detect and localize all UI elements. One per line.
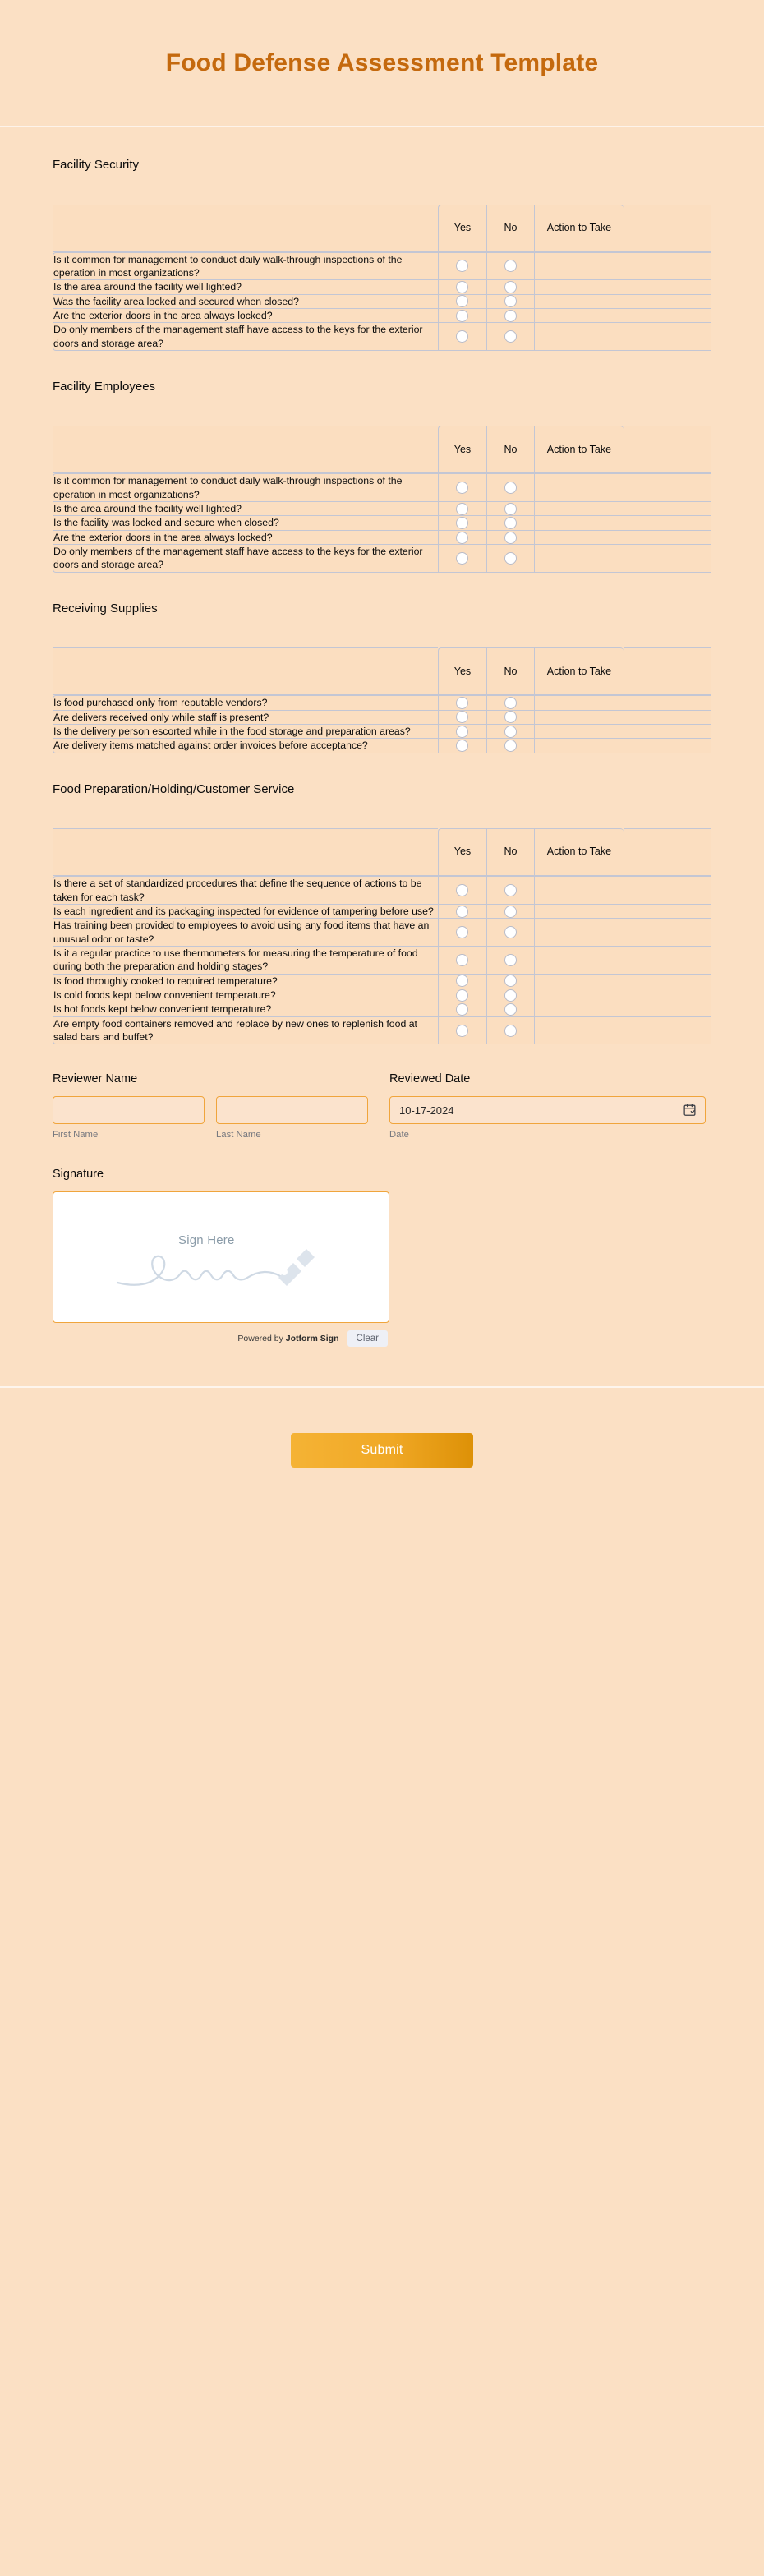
action-to-take-cell[interactable] [534, 710, 623, 724]
question-text: Are the exterior doors in the area always locked? [53, 308, 438, 322]
action-to-take-cell[interactable] [534, 1002, 623, 1016]
radio-no[interactable] [504, 503, 517, 515]
signature-field [53, 1168, 711, 1347]
radio-cell-yes[interactable] [438, 294, 486, 308]
action-to-take-cell[interactable] [534, 322, 623, 351]
section [53, 601, 711, 753]
column-header-action-to-take: Action to Take [534, 426, 623, 473]
section-title: Food Preparation/Holding/Customer Service [53, 781, 295, 796]
reviewer-name-inputs [53, 1096, 368, 1140]
action-to-take-cell[interactable] [534, 695, 623, 709]
radio-no[interactable] [504, 552, 517, 565]
radio-yes[interactable] [456, 482, 468, 494]
assessment-matrix [53, 647, 711, 753]
radio-yes[interactable] [456, 260, 468, 272]
matrix-row [53, 515, 711, 529]
radio-cell-yes[interactable] [438, 473, 486, 501]
matrix-row [53, 988, 711, 1002]
row-right-spacer [624, 876, 711, 904]
first-name-input[interactable] [53, 1096, 205, 1124]
action-to-take-cell[interactable] [534, 473, 623, 501]
row-right-spacer [624, 515, 711, 529]
row-right-spacer [624, 918, 711, 946]
radio-cell-no[interactable] [486, 904, 535, 918]
question-text: Is there a set of standardized procedures that define the sequence of actions to be taken for each task? [53, 876, 438, 904]
matrix-right-spacer [624, 205, 711, 252]
matrix-corner-cell [53, 426, 438, 473]
radio-cell-no[interactable] [486, 530, 535, 544]
radio-cell-yes[interactable] [438, 918, 486, 946]
form-body [0, 127, 764, 1347]
radio-yes[interactable] [456, 906, 468, 918]
submit-area [0, 1388, 764, 1525]
reviewed-date-field [389, 1072, 706, 1140]
radio-yes[interactable] [456, 954, 468, 966]
assessment-matrix [53, 426, 711, 572]
matrix-row [53, 1002, 711, 1016]
matrix-row [53, 294, 711, 308]
last-name-sublabel: Last Name [216, 1130, 261, 1141]
matrix-corner-cell [53, 205, 438, 252]
matrix-row [53, 946, 711, 974]
matrix-right-spacer [624, 426, 711, 473]
radio-cell-yes[interactable] [438, 724, 486, 738]
radio-yes[interactable] [456, 884, 468, 896]
signature-squiggle-icon [114, 1245, 328, 1298]
action-to-take-cell[interactable] [534, 279, 623, 293]
section [53, 157, 711, 351]
question-text: Are empty food containers removed and replace by new ones to replenish food at salad bars and buffet? [53, 1016, 438, 1045]
date-input-wrapper [389, 1096, 706, 1124]
column-header-action-to-take: Action to Take [534, 647, 623, 695]
submit-button[interactable]: Submit [291, 1433, 473, 1468]
radio-cell-yes[interactable] [438, 530, 486, 544]
row-right-spacer [624, 530, 711, 544]
last-name-input[interactable] [216, 1096, 368, 1124]
radio-yes[interactable] [456, 989, 468, 1002]
radio-no[interactable] [504, 740, 517, 752]
matrix-right-spacer [624, 647, 711, 695]
row-right-spacer [624, 695, 711, 709]
column-header-action-to-take: Action to Take [534, 205, 623, 252]
radio-yes[interactable] [456, 281, 468, 293]
sign-here-text: Sign Here [178, 1233, 235, 1248]
column-header-yes: Yes [438, 205, 486, 252]
row-right-spacer [624, 544, 711, 573]
radio-cell-no[interactable] [486, 473, 535, 501]
matrix-row [53, 1016, 711, 1045]
radio-cell-no[interactable] [486, 710, 535, 724]
radio-no[interactable] [504, 260, 517, 272]
matrix-row [53, 918, 711, 946]
row-right-spacer [624, 279, 711, 293]
radio-yes[interactable] [456, 310, 468, 322]
radio-no[interactable] [504, 1003, 517, 1016]
column-header-yes: Yes [438, 426, 486, 473]
radio-cell-no[interactable] [486, 252, 535, 280]
radio-no[interactable] [504, 726, 517, 738]
row-right-spacer [624, 252, 711, 280]
radio-cell-yes[interactable] [438, 876, 486, 904]
signature-placeholder-group [114, 1220, 328, 1294]
action-to-take-cell[interactable] [534, 501, 623, 515]
radio-no[interactable] [504, 517, 517, 529]
reviewer-name-field [53, 1072, 368, 1140]
radio-cell-no[interactable] [486, 918, 535, 946]
row-right-spacer [624, 501, 711, 515]
question-text: Is hot foods kept below convenient temperature? [53, 1002, 438, 1016]
radio-cell-yes[interactable] [438, 695, 486, 709]
matrix-row [53, 473, 711, 501]
matrix-row [53, 710, 711, 724]
radio-yes[interactable] [456, 1003, 468, 1016]
radio-yes[interactable] [456, 1025, 468, 1037]
radio-no[interactable] [504, 906, 517, 918]
radio-yes[interactable] [456, 726, 468, 738]
radio-cell-no[interactable] [486, 974, 535, 988]
column-header-action-to-take: Action to Take [534, 828, 623, 876]
matrix-row [53, 322, 711, 351]
radio-cell-no[interactable] [486, 501, 535, 515]
action-to-take-cell[interactable] [534, 988, 623, 1002]
action-to-take-cell[interactable] [534, 946, 623, 974]
question-text: Are the exterior doors in the area always locked? [53, 530, 438, 544]
column-header-no: No [486, 426, 535, 473]
column-header-yes: Yes [438, 647, 486, 695]
question-text: Is it common for management to conduct daily walk-through inspections of the operation in most organizations? [53, 473, 438, 501]
last-name-unit [216, 1096, 368, 1140]
section [53, 379, 711, 573]
matrix-row [53, 876, 711, 904]
matrix-row [53, 252, 711, 280]
radio-yes[interactable] [456, 517, 468, 529]
action-to-take-cell[interactable] [534, 904, 623, 918]
question-text: Is it common for management to conduct daily walk-through inspections of the operation in most organizations? [53, 252, 438, 280]
row-right-spacer [624, 904, 711, 918]
question-text: Do only members of the management staff have access to the keys for the exterior doors and storage area? [53, 544, 438, 573]
question-text: Is food purchased only from reputable vendors? [53, 695, 438, 709]
radio-cell-yes[interactable] [438, 988, 486, 1002]
reviewed-date-sublabel: Date [389, 1130, 409, 1141]
radio-no[interactable] [504, 310, 517, 322]
matrix-row [53, 501, 711, 515]
row-right-spacer [624, 988, 711, 1002]
matrix-row [53, 904, 711, 918]
radio-cell-no[interactable] [486, 1016, 535, 1045]
radio-no[interactable] [504, 711, 517, 723]
matrix-header-row [53, 205, 711, 252]
row-right-spacer [624, 322, 711, 351]
row-right-spacer [624, 724, 711, 738]
matrix-row [53, 544, 711, 573]
action-to-take-cell[interactable] [534, 1016, 623, 1045]
radio-no[interactable] [504, 532, 517, 544]
matrix-row [53, 695, 711, 709]
radio-cell-no[interactable] [486, 724, 535, 738]
action-to-take-cell[interactable] [534, 530, 623, 544]
radio-cell-no[interactable] [486, 308, 535, 322]
assessment-matrix [53, 205, 711, 351]
row-right-spacer [624, 738, 711, 753]
powered-by-brand: Jotform Sign [285, 1334, 339, 1344]
radio-yes[interactable] [456, 532, 468, 544]
radio-cell-yes[interactable] [438, 308, 486, 322]
radio-cell-no[interactable] [486, 988, 535, 1002]
radio-cell-yes[interactable] [438, 544, 486, 573]
radio-cell-no[interactable] [486, 279, 535, 293]
page-title: Food Defense Assessment Template [165, 48, 599, 76]
first-name-unit [53, 1096, 205, 1140]
question-text: Is the area around the facility well lighted? [53, 279, 438, 293]
radio-cell-yes[interactable] [438, 501, 486, 515]
matrix-row [53, 738, 711, 753]
radio-no[interactable] [504, 975, 517, 987]
question-text: Is each ingredient and its packaging inspected for evidence of tampering before use? [53, 904, 438, 918]
radio-cell-no[interactable] [486, 695, 535, 709]
row-right-spacer [624, 473, 711, 501]
matrix-row [53, 308, 711, 322]
radio-cell-no[interactable] [486, 876, 535, 904]
radio-no[interactable] [504, 954, 517, 966]
question-text: Was the facility area locked and secured when closed? [53, 294, 438, 308]
radio-cell-no[interactable] [486, 322, 535, 351]
section-title: Receiving Supplies [53, 601, 158, 615]
radio-cell-no[interactable] [486, 294, 535, 308]
radio-yes[interactable] [456, 711, 468, 723]
matrix-row [53, 724, 711, 738]
powered-by-prefix: Powered by [237, 1334, 286, 1344]
action-to-take-cell[interactable] [534, 724, 623, 738]
radio-cell-yes[interactable] [438, 1002, 486, 1016]
matrix-header-row [53, 647, 711, 695]
column-header-no: No [486, 647, 535, 695]
question-text: Is the delivery person escorted while in the food storage and preparation areas? [53, 724, 438, 738]
action-to-take-cell[interactable] [534, 544, 623, 573]
radio-no[interactable] [504, 281, 517, 293]
radio-yes[interactable] [456, 295, 468, 307]
action-to-take-cell[interactable] [534, 252, 623, 280]
question-text: Do only members of the management staff have access to the keys for the exterior doors and storage area? [53, 322, 438, 351]
question-text: Is the area around the facility well lighted? [53, 501, 438, 515]
row-right-spacer [624, 1002, 711, 1016]
radio-cell-yes[interactable] [438, 322, 486, 351]
radio-yes[interactable] [456, 975, 468, 987]
radio-cell-no[interactable] [486, 738, 535, 753]
signature-footer [53, 1330, 389, 1347]
section-title: Facility Employees [53, 379, 156, 394]
row-right-spacer [624, 710, 711, 724]
row-right-spacer [624, 946, 711, 974]
row-right-spacer [624, 308, 711, 322]
radio-cell-yes[interactable] [438, 1016, 486, 1045]
question-text: Is cold foods kept below convenient temperature? [53, 988, 438, 1002]
reviewer-and-date-row [53, 1072, 711, 1140]
radio-cell-yes[interactable] [438, 515, 486, 529]
signature-label: Signature [53, 1168, 104, 1182]
action-to-take-cell[interactable] [534, 974, 623, 988]
assessment-matrix [53, 828, 711, 1044]
radio-cell-no[interactable] [486, 946, 535, 974]
radio-cell-yes[interactable] [438, 946, 486, 974]
matrix-row [53, 279, 711, 293]
section-title: Facility Security [53, 158, 140, 172]
radio-cell-yes[interactable] [438, 738, 486, 753]
row-right-spacer [624, 974, 711, 988]
radio-yes[interactable] [456, 503, 468, 515]
radio-no[interactable] [504, 295, 517, 307]
radio-yes[interactable] [456, 552, 468, 565]
radio-cell-yes[interactable] [438, 904, 486, 918]
question-text: Are delivery items matched against order invoices before acceptance? [53, 738, 438, 753]
radio-no[interactable] [504, 1025, 517, 1037]
reviewer-name-label: Reviewer Name [53, 1072, 138, 1086]
radio-cell-yes[interactable] [438, 252, 486, 280]
question-text: Is food throughly cooked to required temperature? [53, 974, 438, 988]
first-name-sublabel: First Name [53, 1130, 99, 1141]
powered-by-text [237, 1334, 338, 1343]
clear-signature-button[interactable]: Clear [347, 1330, 388, 1347]
action-to-take-cell[interactable] [534, 876, 623, 904]
matrix-row [53, 530, 711, 544]
question-text: Is the facility was locked and secure when closed? [53, 515, 438, 529]
radio-no[interactable] [504, 697, 517, 709]
question-text: Are delivers received only while staff is present? [53, 710, 438, 724]
action-to-take-cell[interactable] [534, 308, 623, 322]
form-header [0, 0, 764, 127]
column-header-no: No [486, 828, 535, 876]
signature-pad[interactable] [53, 1191, 389, 1323]
radio-yes[interactable] [456, 697, 468, 709]
matrix-row [53, 974, 711, 988]
radio-no[interactable] [504, 884, 517, 896]
matrix-header-row [53, 426, 711, 473]
row-right-spacer [624, 294, 711, 308]
question-text: Has training been provided to employees to avoid using any food items that have an unusual odor or taste? [53, 918, 438, 946]
column-header-no: No [486, 205, 535, 252]
action-to-take-cell[interactable] [534, 515, 623, 529]
question-text: Is it a regular practice to use thermometers for measuring the temperature of food during both the preparation and holding stages? [53, 946, 438, 974]
radio-cell-no[interactable] [486, 515, 535, 529]
radio-cell-yes[interactable] [438, 279, 486, 293]
action-to-take-cell[interactable] [534, 918, 623, 946]
radio-cell-yes[interactable] [438, 974, 486, 988]
matrix-right-spacer [624, 828, 711, 876]
row-right-spacer [624, 1016, 711, 1045]
radio-cell-yes[interactable] [438, 710, 486, 724]
action-to-take-cell[interactable] [534, 738, 623, 753]
section [53, 781, 711, 1045]
matrix-corner-cell [53, 647, 438, 695]
action-to-take-cell[interactable] [534, 294, 623, 308]
reviewed-date-input[interactable] [389, 1096, 706, 1124]
radio-no[interactable] [504, 989, 517, 1002]
matrix-corner-cell [53, 828, 438, 876]
reviewed-date-label: Reviewed Date [389, 1072, 471, 1086]
radio-yes[interactable] [456, 926, 468, 938]
matrix-header-row [53, 828, 711, 876]
column-header-yes: Yes [438, 828, 486, 876]
radio-cell-no[interactable] [486, 1002, 535, 1016]
radio-no[interactable] [504, 926, 517, 938]
radio-yes[interactable] [456, 740, 468, 752]
matrix-sections [53, 157, 711, 1044]
radio-no[interactable] [504, 330, 517, 343]
radio-yes[interactable] [456, 330, 468, 343]
radio-no[interactable] [504, 482, 517, 494]
radio-cell-no[interactable] [486, 544, 535, 573]
